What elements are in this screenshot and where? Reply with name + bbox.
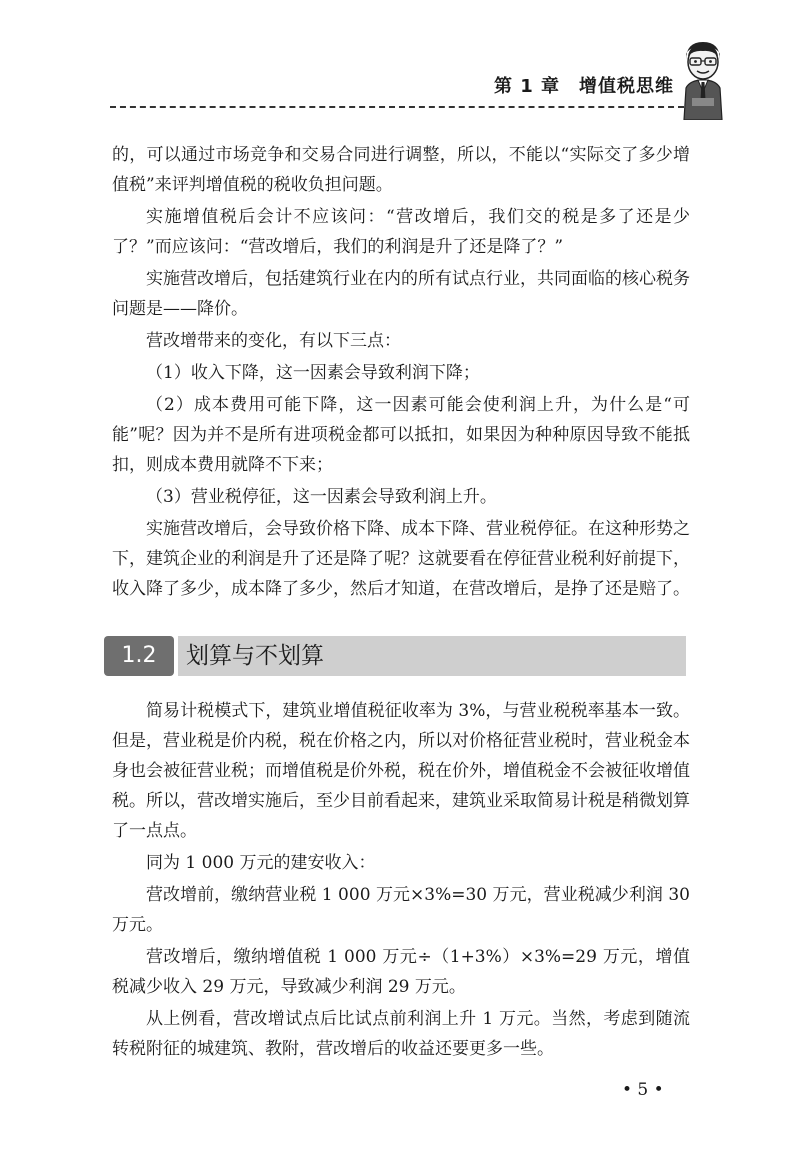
section-title: 划算与不划算	[186, 643, 324, 669]
section-number: 1.2	[104, 636, 174, 676]
paragraph: 营改增后，缴纳增值税 1 000 万元÷（1+3%）×3%=29 万元，增值税减少收入 29 万元，导致减少利润 29 万元。	[112, 947, 690, 997]
section-heading	[104, 636, 686, 676]
running-head	[110, 66, 684, 106]
list-item: （3）营业税停征，这一因素会导致利润上升。	[146, 487, 497, 507]
body-text-top	[112, 140, 690, 606]
paragraph: 实施增值税后会计不应该问：“营改增后，我们交的税是多了还是少了？”而应该问：“营改增后，我们的利润是升了还是降了？”	[112, 207, 690, 257]
paragraph: 营改增带来的变化，有以下三点：	[146, 331, 401, 351]
page-number: • 5 •	[622, 1080, 664, 1100]
paragraph: 实施营改增后，包括建筑行业在内的所有试点行业，共同面临的核心税务问题是——降价。	[112, 269, 690, 319]
paragraph: 同为 1 000 万元的建安收入：	[146, 853, 376, 873]
list-item: （1）收入下降，这一因素会导致利润下降；	[146, 363, 480, 383]
paragraph: 从上例看，营改增试点后比试点前利润上升 1 万元。当然，考虑到随流转税附征的城建筑、教附，营改增后的收益还要更多一些。	[112, 1009, 690, 1059]
paragraph: 简易计税模式下，建筑业增值税征收率为 3%，与营业税税率基本一致。但是，营业税是价内税，税在价格之内，所以对价格征营业税时，营业税金本身也会被征营业税；而增值税是价外税，税在价外，增值税金不会被征收增值税。所以，营改增实施后，至少目前看起来，建筑业采取简易计税是稍微划算了一点点。	[112, 701, 690, 841]
paragraph: 实施营改增后，会导致价格下降、成本下降、营业税停征。在这种形势之下，建筑企业的利润是升了还是降了呢？这就要看在停征营业税利好前提下，收入降了多少，成本降了多少，然后才知道，在营改增后，是挣了还是赔了。	[112, 519, 690, 599]
cartoon-accountant-icon	[676, 38, 730, 120]
body-text-bottom	[112, 696, 690, 1066]
chapter-title: 第 1 章 增值税思维	[493, 76, 674, 97]
paragraph: 营改增前，缴纳营业税 1 000 万元×3%=30 万元，营业税减少利润 30 万元。	[112, 885, 690, 935]
paragraph: 的，可以通过市场竞争和交易合同进行调整，所以，不能以“实际交了多少增值税”来评判增值税的税收负担问题。	[112, 145, 690, 195]
header-dashed-rule	[110, 106, 684, 108]
list-item: （2）成本费用可能下降，这一因素可能会使利润上升，为什么是“可能”呢？因为并不是所有进项税金都可以抵扣，如果因为种种原因导致不能抵扣，则成本费用就降不下来；	[112, 395, 690, 475]
